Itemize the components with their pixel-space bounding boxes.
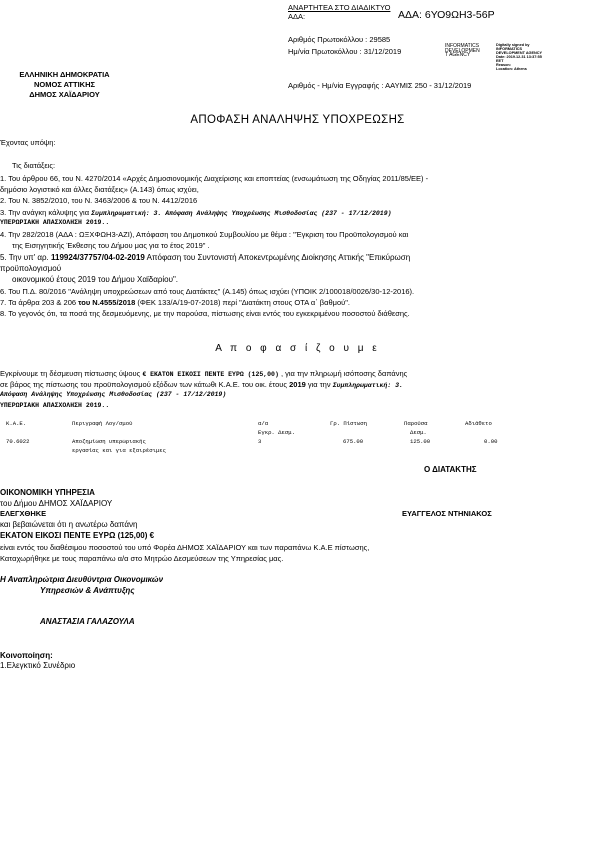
table-header-approved: Εγκρ. Δεσμ. — [258, 429, 295, 436]
stamp-line: T AGENCY — [445, 52, 471, 59]
decision-purpose: Συμπληρωματική: 3. — [332, 382, 403, 389]
decision-text-cont: για την — [305, 380, 333, 389]
decision-amount: € ΕΚΑΤΟΝ ΕΙΚΟΣΙ ΠΕΝΤΕ ΕΥΡΩ (125,00) — [142, 371, 279, 378]
intro-text: Έχοντας υπόψη: — [0, 138, 56, 147]
table-row-aa: 3 — [258, 438, 262, 445]
stamp-detail: Date: 2019.12.31 13:37:55 — [496, 55, 542, 59]
table-header-kae: Κ.Α.Ε. — [6, 420, 27, 427]
stamp-detail: Digitally signed by — [496, 43, 530, 47]
finance-registered: Καταχωρήθηκε με τους παραπάνω α/α στο Μητρώο Δεσμεύσεων της Υπηρεσίας μας. — [0, 554, 284, 563]
finance-certified: και βεβαιώνεται ότι η ανωτέρω δαπάνη — [0, 520, 138, 529]
decision-text: Εγκρίνουμε τη δέσμευση πίστωσης ύψους — [0, 369, 143, 378]
stamp-detail: EET — [496, 59, 504, 63]
stamp-detail: INFORMATICS — [496, 47, 523, 51]
table-row-unallocated: 0.00 — [484, 438, 498, 445]
finance-municipality: του Δήμου ΔΗΜΟΣ ΧΑΪΔΑΡΙΟΥ — [0, 499, 113, 508]
cc-item: 1.Ελεγκτικό Συνέδριο — [0, 661, 76, 670]
item-4-line1: 4. Την 282/2018 (ΑΔΑ : ΩΞΧΦΩΗ3-ΑΖΙ), Απόφαση του Δημοτικού Συμβουλίου με θέμα : "Έγκριση του Προϋπολογισμού και — [0, 230, 409, 239]
decision-year: 2019 — [289, 380, 306, 389]
signer-role: Ο ΔΙΑΤΑΚΤΗΣ — [424, 465, 477, 474]
issuer-municipality: ΔΗΜΟΣ ΧΑΪΔΑΡΙΟΥ — [29, 90, 100, 99]
item-3-line1 — [0, 208, 392, 217]
finance-signer-name: ΕΥΑΓΓΕΛΟΣ ΝΤΗΝΙΑΚΟΣ — [402, 509, 492, 518]
stamp-detail: Reason: — [496, 63, 511, 67]
table-header-aa: α/α — [258, 420, 269, 427]
decision-text: σε βάρος της πίστωσης του προϋπολογισμού εξόδων των κάτωθι Κ.Α.Ε. του οικ. έτους — [0, 380, 290, 389]
item-1-line2: δημόσιο λογιστικό και άλλες διατάξεις» (Α.143) όπως ισχύει, — [0, 185, 199, 194]
provisions-label: Τις διατάξεις: — [12, 161, 56, 170]
item-7-text: 7. Τα άρθρα 203 & 206 — [0, 298, 79, 307]
director-role-2: Υπηρεσιών & Ανάπτυξης — [40, 586, 135, 595]
item-3-purpose: Συμπληρωματική: 3. Απόφαση Ανάληψης Υποχρέωσης Μισθοδοσίας (237 - 17/12/2019) — [91, 210, 392, 217]
stamp-line: INFORMATICS — [445, 43, 480, 49]
finance-service: ΟΙΚΟΝΟΜΙΚΗ ΥΠΗΡΕΣΙΑ — [0, 488, 95, 497]
protocol-date: Ημ/νία Πρωτοκόλλου : 31/12/2019 — [288, 47, 402, 56]
item-4-line2: της Εισηγητικής Έκθεσης του Δήμου μας για το έτος 2019" . — [12, 241, 210, 250]
issuer-prefecture: ΝΟΜΟΣ ΑΤΤΙΚΗΣ — [33, 80, 95, 89]
director-role-1: Η Αναπληρώτρια Διευθύντρια Οικονομικών — [0, 575, 164, 584]
item-7-text-cont: (ΦΕΚ 133/Α/19-07-2018) περί "Διατάκτη στους ΟΤΑ α΄ βαθμού". — [135, 298, 350, 307]
item-7-law: του Ν.4555/2018 — [78, 298, 136, 307]
item-2: 2. Του Ν. 3852/2010, του Ν. 3463/2006 & του Ν. 4412/2016 — [0, 196, 198, 205]
table-header-credit: Γρ. Πίστωση — [330, 420, 367, 427]
item-5-text: 5. Την υπ' αρ. — [0, 253, 51, 262]
decide-heading: Α π ο φ α σ ί ζ ο υ μ ε — [215, 343, 380, 354]
posted-online-label: ΑΝΑΡΤΗΤΕΑ ΣΤΟ ΔΙΑΔΙΚΤΥΟ — [288, 3, 391, 12]
item-7 — [0, 298, 350, 307]
decision-line1 — [0, 369, 407, 378]
item-3-text: 3. Την ανάγκη κάλυψης για — [0, 208, 92, 217]
digital-signature-details — [496, 43, 542, 71]
stamp-detail: DEVELOPMENT AGENCY — [496, 51, 543, 55]
item-6: 6. Του Π.Δ. 80/2016 "Ανάληψη υποχρεώσεων από τους Διατάκτες" (Α.145) όπως ισχύει (ΥΠΟΙΚ 2/100018/0026/30-12-2016). — [0, 287, 415, 296]
table-header-unallocated: Αδιάθετο — [465, 420, 492, 427]
decision-line3: Απόφαση Ανάληψης Υποχρέωσης Μισθοδοσίας (237 - 17/12/2019) — [0, 391, 227, 398]
issuer-country: ΕΛΛΗΝΙΚΗ ΔΗΜΟΚΡΑΤΙΑ — [19, 70, 110, 79]
cc-label: Κοινοποίηση: — [0, 651, 53, 660]
item-5-line1 — [0, 253, 410, 262]
item-1-line1: 1. Του άρθρου 66, του Ν. 4270/2014 «Αρχές Δημοσιονομικής Διαχείρισης και εποπτείας (ενσωμάτωση της Οδηγίας 2011/85/ΕΕ) - — [0, 174, 429, 183]
table-row-credit: 675.00 — [343, 438, 364, 445]
table-header-commit: Δεσμ. — [410, 429, 427, 436]
item-5-text-cont: Απόφαση του Συντονιστή Αποκεντρωμένης Διοίκησης Αττικής "Επικύρωση — [144, 253, 411, 262]
finance-checked: ΕΛΕΓΧΘΗΚΕ — [0, 509, 47, 518]
item-8: 8. Το γεγονός ότι, τα ποσά της δεσμευόμενης, με την παρούσα, πίστωσης είναι εντός του εγκεκριμένου ποσοστού διάθεσης. — [0, 309, 410, 318]
table-header-current: Παρούσα — [404, 420, 428, 427]
table-row-description-1: Αποζημίωση υπερωριακής — [72, 438, 146, 445]
table-row-current: 125.00 — [410, 438, 431, 445]
finance-amount: ΕΚΑΤΟΝ ΕΙΚΟΣΙ ΠΕΝΤΕ ΕΥΡΩ (125,00) € — [0, 531, 155, 540]
item-5-line2: προϋπολογισμού — [0, 264, 62, 273]
decision-line2 — [0, 380, 403, 389]
protocol-number: Αριθμός Πρωτοκόλλου : 29585 — [288, 35, 391, 44]
item-3-line2: ΥΠΕΡΩΡΙΑΚΗ ΑΠΑΣΧΟΛΗΣΗ 2019.. — [0, 219, 110, 226]
decision-line4: ΥΠΕΡΩΡΙΑΚΗ ΑΠΑΣΧΟΛΗΣΗ 2019.. — [0, 402, 110, 409]
item-5-line3: οικονομικού έτους 2019 του Δήμου Χαϊδαρίου". — [12, 275, 179, 284]
registry-entry: Αριθμός - Ημ/νία Εγγραφής : ΑΑΥΜΙΣ 250 - 31/12/2019 — [288, 81, 472, 90]
ada-label: ΑΔΑ: — [288, 12, 306, 21]
finance-within: είναι εντός του διαθέσιμου ποσοστού του υπό Φορέα ΔΗΜΟΣ ΧΑΪΔΑΡΙΟΥ και των παραπάνω Κ.Α.Ε πίστωσης, — [0, 543, 370, 552]
director-name: ΑΝΑΣΤΑΣΙΑ ΓΑΛΑΖΟΥΛΑ — [40, 617, 135, 626]
stamp-detail: Location: Athens — [496, 67, 527, 71]
item-5-decision-no: 119924/37757/04-02-2019 — [51, 253, 145, 262]
table-row-kae: 70.6022 — [6, 438, 30, 445]
document-title: ΑΠΟΦΑΣΗ ΑΝΑΛΗΨΗΣ ΥΠΟΧΡΕΩΣΗΣ — [190, 114, 405, 126]
table-row-description-2: εργασίας και για εξαιρέσιμες — [72, 447, 166, 454]
ada-stamp: ΑΔΑ: 6ΥΟ9ΩΗ3-56Ρ — [398, 9, 495, 21]
digital-signature-stamp — [445, 44, 480, 58]
stamp-line: DEVELOPMEN — [445, 47, 480, 54]
table-header-description: Περιγραφή Λογ/σμού — [72, 420, 133, 427]
decision-text-cont: , για την πληρωμή ισόποσης δαπάνης — [278, 369, 408, 378]
issuer-block — [2, 70, 127, 100]
